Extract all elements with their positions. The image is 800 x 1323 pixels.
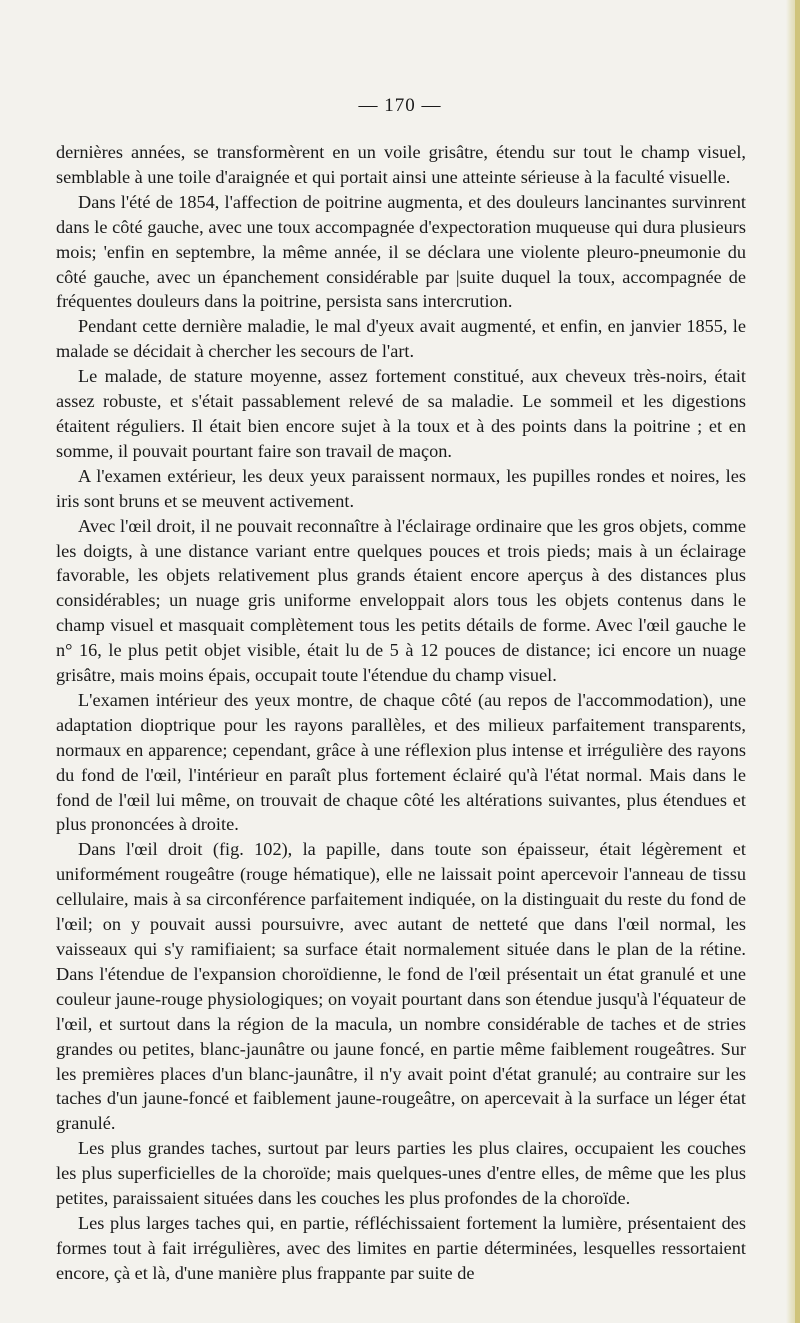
paragraph-8: Dans l'œil droit (fig. 102), la papille, dans toute son épaisseur, était légèrement et uniformément rougeâtre (rouge hématique), elle ne laissait point apercevoir l'anneau de tissu cellulaire, mais à sa circonférence parfaitement indiquée, on la distinguait du reste du fond de l'œil; on y pouvait aussi poursuivre, avec autant de netteté que dans l'œil normal, les vaisseaux qui s'y ramifiaient; sa surface était normalement située dans le plan de la rétine. Dans l'étendue de l'expansion choroïdienne, le fond de l'œil présentait un état granulé et une couleur jaune-rouge physiologiques; on voyait pourtant dans son étendue jusqu'à l'équateur de l'œil, et surtout dans la région de la macula, un nombre considérable de taches et de stries grandes ou petites, blanc-jaunâtre ou jaune foncé, en partie même faiblement rougeâtres. Sur les premières places d'un blanc-jaunâtre, il n'y avait point d'état granulé; au contraire sur les taches d'un jaune-foncé et faiblement jaune-rougeâtre, on apercevait à la surface un léger état granulé. — [56, 839, 746, 1134]
page-edge-binding — [795, 0, 800, 1323]
paragraph-9: Les plus grandes taches, surtout par leurs parties les plus claires, occupaient les couches les plus superficielles de la choroïde; mais quelques-unes d'entre elles, de même que les plus petites, paraissaient situées dans les couches les plus profondes de la choroïde. — [56, 1138, 746, 1209]
paragraph-4: Le malade, de stature moyenne, assez fortement constitué, aux cheveux très-noirs, était assez robuste, et s'était passablement relevé de sa maladie. Le sommeil et les digestions étaitent réguliers. Il était bien encore sujet à la toux et à des points dans la poitrine ; et en somme, il pouvait pourtant faire son travail de maçon. — [56, 366, 746, 461]
paragraph-7: L'examen intérieur des yeux montre, de chaque côté (au repos de l'accommodation), une adaptation dioptrique pour les rayons parallèles, et des milieux parfaitement transparents, normaux en apparence; cependant, grâce à une réflexion plus intense et irrégulière des rayons du fond de l'œil, l'intérieur en paraît plus fortement éclairé qu'à l'état normal. Mais dans le fond de l'œil lui même, on trouvait de chaque côté les altérations suivantes, plus étendues et plus prononcées à droite. — [56, 689, 746, 835]
paragraph-5: A l'examen extérieur, les deux yeux paraissent normaux, les pupilles rondes et noires, les iris sont bruns et se meuvent activement. — [56, 465, 746, 511]
paragraph-2: Dans l'été de 1854, l'affection de poitrine augmenta, et des douleurs lancinantes survinrent dans le côté gauche, avec une toux accompagnée d'expectoration muqueuse qui dura plusieurs mois; 'enfin en septembre, la même année, il se déclara une violente pleuro-pneumonie du côté gauche, avec un épanchement considérable par |suite duquel la toux, accompagnée de fréquentes douleurs dans la poitrine, persista sans intercrution. — [56, 191, 746, 312]
paragraph-3: Pendant cette dernière maladie, le mal d'yeux avait augmenté, et enfin, en janvier 1855, le malade se décidait à chercher les secours de l'art. — [56, 316, 746, 362]
paragraph-1: dernières années, se transformèrent en un voile grisâtre, étendu sur tout le champ visuel, semblable à une toile d'araignée et qui portait ainsi une atteinte sérieuse à la faculté visuelle. — [56, 142, 746, 187]
page-number: — 170 — — [358, 95, 442, 116]
body-text — [56, 140, 746, 1286]
paragraph-10: Les plus larges taches qui, en partie, réfléchissaient fortement la lumière, présentaient des formes tout à fait irrégulières, avec des limites en partie déterminées, lesquelles ressortaient encore, çà et là, d'une manière plus frappante par suite de — [56, 1212, 746, 1283]
paragraph-6: Avec l'œil droit, il ne pouvait reconnaître à l'éclairage ordinaire que les gros objets, comme les doigts, à une distance variant entre quelques pouces et trois pieds; mais à un éclairage favorable, les objets relativement plus grands étaient encore aperçus à des distances plus considérables; un nuage gris uniforme enveloppait alors tous les objets contenus dans le champ visuel et masquait complètement tous les petits détails de forme. Avec l'œil gauche le n° 16, le plus petit objet visible, était lu de 5 à 12 pouces de distance; ici encore un nuage grisâtre, mais moins épais, occupait toute l'étendue du champ visuel. — [56, 515, 746, 686]
